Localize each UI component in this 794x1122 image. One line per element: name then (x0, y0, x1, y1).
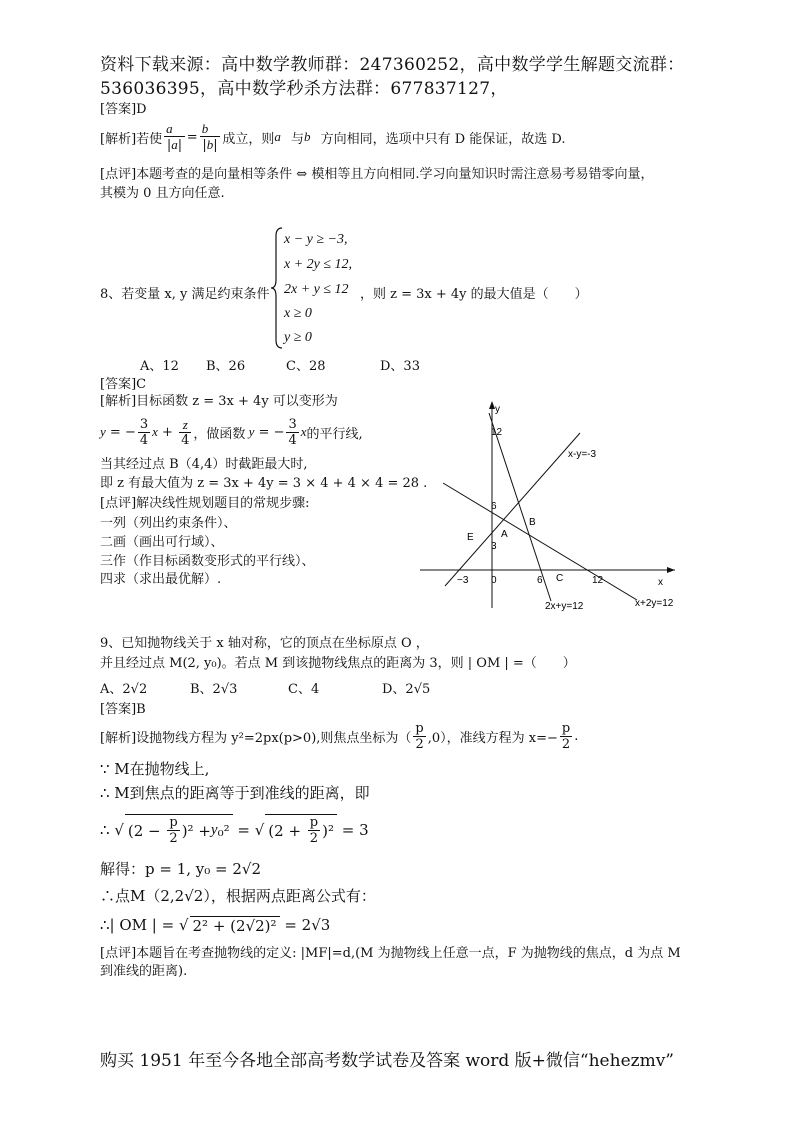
constraint-5: y ≥ 0 (284, 330, 312, 345)
q9-option-b: B、2√3 (190, 682, 238, 697)
q9-step-4: 解得：p = 1, y₀ = 2√2 (100, 860, 262, 878)
x-axis-label: x (658, 577, 663, 588)
tick-y-3: 3 (491, 541, 497, 552)
constraint-4: x ≥ 0 (284, 306, 312, 321)
q9-analysis-1: [解析]设抛物线方程为 y²=2px(p>0),则焦点坐标为（ $\frac{p}{2}$ ,0），准线方程为 x=− $\frac{p}{2}$ . (100, 720, 579, 752)
q9-step-5: ∴点M（2,2√2），根据两点距离公式有： (100, 887, 376, 905)
tick-x-minus-3: −3 (457, 575, 469, 586)
q8-analysis-1: [解析]目标函数 z = 3x + 4y 可以变形为 (100, 394, 338, 409)
q9-option-a: A、2√2 (100, 682, 148, 697)
line-label-2x-plus-y: 2x+y=12 (545, 601, 584, 612)
q8-option-c: C、28 (286, 359, 326, 374)
q8-step-2: 二画（画出可行域）、 (100, 535, 224, 550)
q8-stem-post: ，则 z = 3x + 4y 的最大值是（ ） (360, 287, 588, 302)
header-line-2: 536036395，高中数学秒杀方法群：677837127， (100, 79, 508, 99)
q8-step-1: 一列（列出约束条件）、 (100, 516, 237, 531)
q8-step-4: 四求（求出最优解）. (100, 572, 222, 587)
tick-y-6: 6 (491, 501, 497, 512)
q8-step-3: 三作（作目标函数变形式的平行线）、 (100, 554, 315, 569)
q7-analysis-tag: [解析] (100, 131, 137, 147)
q8-option-d: D、33 (380, 359, 420, 374)
q8-comment: [点评]解决线性规划题目的常规步骤: (100, 496, 310, 511)
q8-analysis-4: 即 z 有最大值为 z = 3x + 4y = 3 × 4 + 4 × 4 = 28 . (100, 476, 428, 491)
fraction-a-over-norm-a: $\frac{a⃗}{|a|}$ (166, 121, 183, 153)
q8-analysis-3: 当其经过点 B（4,4）时截距最大时, (100, 457, 308, 472)
q8-stem-pre: 8、若变量 x, y 满足约束条件 (100, 287, 270, 302)
q8-analysis-2: y = − $\frac{3}{4}$ x + $\frac{z}{4}$ ，做函数 y = − $\frac{3}{4}$ x 的平行线, (100, 416, 363, 448)
constraint-3: 2x + y ≤ 12 (284, 282, 349, 297)
constraint-2: x + 2y ≤ 12, (284, 257, 353, 272)
q9-step-2: ∴ M到焦点的距离等于到准线的距离，即 (100, 784, 370, 802)
y-axis-label: y (495, 404, 500, 415)
q7-answer: [答案]D (100, 102, 147, 117)
tick-x-6: 6 (537, 575, 543, 586)
q7-analysis: [解析] 若使 $\frac{a⃗}{|a|}$ = $\frac{b⃗}{|b|}$ 成立，则 a⃗ 与 b⃗ 方向相同，选项中只有 D 能保证，故选 D. (100, 121, 566, 153)
q8-option-b: B、26 (206, 359, 246, 374)
q7-comment-2: 其模为 0 且方向任意. (100, 186, 225, 201)
line-label-x-minus-y: x-y=-3 (568, 449, 597, 460)
q9-answer: [答案]B (100, 702, 146, 717)
line-x-minus-y (445, 433, 580, 586)
header-line-1: 资料下载来源：高中数学教师群：247360252，高中数学学生解题交流群： (100, 55, 685, 75)
line-label-x-plus-2y: x+2y=12 (635, 598, 674, 609)
q7-analysis-pre: 若使 (136, 131, 163, 147)
point-e-label: E (467, 532, 474, 543)
q9-comment-2: 到准线的距离). (100, 964, 188, 979)
q9-stem-1: 9、已知抛物线关于 x 轴对称，它的顶点在坐标原点 O ， (100, 636, 429, 651)
q9-stem-2: 并且经过点 M(2, y₀)。若点 M 到该抛物线焦点的距离为 3，则 | OM | =（ ） (100, 656, 576, 671)
fraction-b-over-norm-b: $\frac{b⃗}{|b|}$ (201, 121, 219, 153)
q7-comment-1: [点评]本题考查的是向量相等条件 ⇔ 模相等且方向相同.学习向量知识时需注意易考易错零向量， (100, 167, 654, 182)
x-axis-arrow (667, 567, 675, 573)
constraint-1: x − y ≥ −3, (284, 232, 348, 247)
q9-option-d: D、2√5 (382, 682, 431, 697)
point-a-label: A (501, 529, 508, 540)
footer-ad: 购买 1951 年至今各地全部高考数学试卷及答案 word 版+微信“hehezmv” (100, 1051, 674, 1071)
tick-x-0: 0 (491, 575, 497, 586)
q8-option-a: A、12 (140, 359, 179, 374)
tick-y-12: 12 (491, 427, 503, 438)
point-c-label: C (556, 573, 564, 584)
q9-step-3: ∴ √ (2 − $\frac{p}{2}$ )² + y ₀² = √ (2 + $\frac{p}{2}$ )² = 3 (100, 815, 369, 846)
line-2x-plus-y (489, 413, 551, 601)
feasible-region-graph (415, 393, 705, 618)
q9-comment-1: [点评]本题旨在考查抛物线的定义: |MF|=d,(M 为抛物线上任意一点，F 为抛物线的焦点，d 为点 M (100, 946, 681, 961)
point-b-label: B (529, 517, 536, 528)
q7-analysis-tail: 方向相同，选项中只有 D 能保证，故选 D. (320, 131, 566, 147)
q9-step-6: ∴| OM | = √ 2² + (2√2)² = 2√3 (100, 916, 331, 935)
q8-answer: [答案]C (100, 377, 147, 392)
q9-option-c: C、4 (288, 682, 320, 697)
q9-step-1: ∵ M在抛物线上, (100, 760, 210, 778)
tick-x-12: 12 (592, 575, 604, 586)
q7-analysis-post: 成立，则 (222, 131, 275, 147)
